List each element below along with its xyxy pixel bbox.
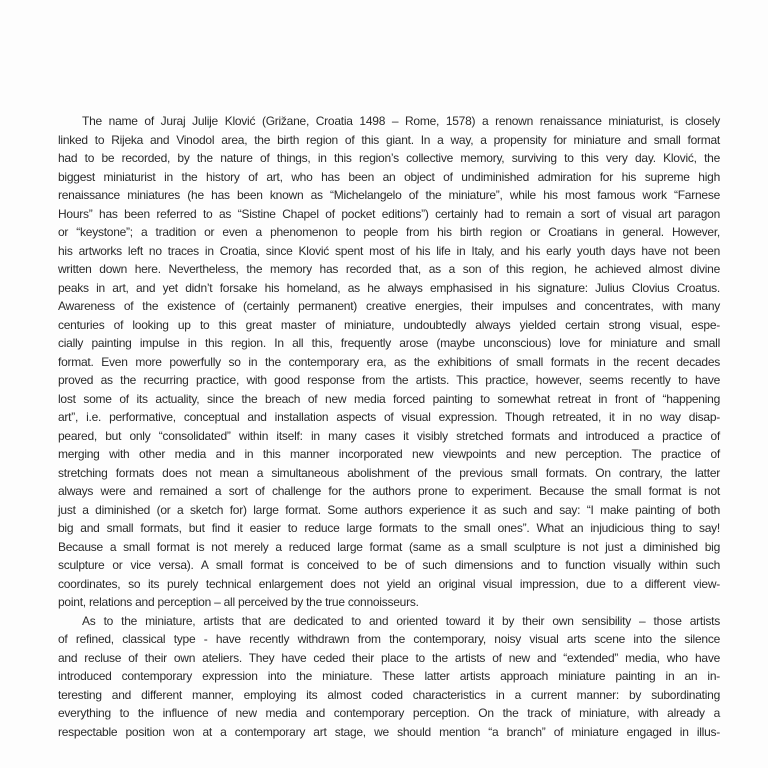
text-line: sculpture or vice versa). A small format is conceived to be of such dimensions and to function visually within such xyxy=(58,558,720,572)
text-line: cially painting impulse in this region. In all this, frequently arose (maybe unconscious) love for miniature and small xyxy=(58,336,720,350)
text-line: Awareness of the existence of (certainly permanent) creative energies, their impulses and concentrates, with many xyxy=(58,299,720,313)
text-line: The name of Juraj Julije Klović (Grižane, Croatia 1498 – Rome, 1578) a renown renaissance miniaturist, is closely xyxy=(82,114,720,128)
text-line: point, relations and perception – all perceived by the true connoisseurs. xyxy=(58,595,419,609)
text-line: respectable position won at a contemporary art stage, we should mention “a branch” of miniature engaged in illus- xyxy=(58,724,720,739)
text-line: of refined, classical type - have recently withdrawn from the contemporary, noisy visual arts scene into the silence xyxy=(58,632,720,646)
text-line: As to the miniature, artists that are dedicated to and oriented toward it by their own sensibility – those artists xyxy=(82,613,720,628)
text-line: just a diminished (or a sketch for) large format. Some authors experience it as such and say: “I make painting of both xyxy=(58,502,720,517)
text-line: format. Even more powerfully so in the contemporary era, as the exhibitions of small formats in the recent decades xyxy=(58,354,720,369)
text-line: written down here. Nevertheless, the memory has recorded that, as a son of this region, he achieved almost divine xyxy=(58,262,720,276)
article-text xyxy=(58,112,720,741)
text-line: stretching formats does not mean a simultaneous abolishment of the previous small formats. On contrary, the latter xyxy=(58,465,720,480)
text-line: peaks in art, and yet didn’t forsake his homeland, as he always emphasised in his signature: Julius Clovius Croatus. xyxy=(58,280,720,295)
text-line: big and small formats, but find it easier to reduce large formats to the small ones”. What an injudicious thing to say! xyxy=(58,521,720,535)
text-line: Because a small format is not merely a reduced large format (same as a small sculpture is not just a diminished big xyxy=(58,539,720,554)
text-line: coordinates, so its purely technical enlargement does not yield an original visual impression, due to a different view- xyxy=(58,576,720,591)
text-line: and recluse of their own ateliers. They have ceded their place to the artists of new and “extended” media, who have xyxy=(58,650,720,665)
text-line: teresting and different manner, employing its almost coded characteristics in a current manner: by subordinating xyxy=(58,687,720,702)
text-line: or “keystone”; a tradition or even a phenomenon to people from his birth region or Croatians in general. However, xyxy=(58,225,720,239)
text-line: linked to Rijeka and Vinodol area, the birth region of this giant. In a way, a propensity for miniature and small format xyxy=(58,132,720,147)
text-line: lost some of its actuality, since the breach of new media forced painting to somewhat retreat in front of “happening xyxy=(58,391,720,406)
text-line: merging with other media and in this manner incorporated new viewpoints and new perception. The practice of xyxy=(58,447,720,461)
paragraph-2 xyxy=(58,612,720,742)
text-line: always were and remained a sort of challenge for the authors prone to experiment. Because the small format is not xyxy=(58,484,720,498)
text-line: peared, but only “consolidated” within itself: in many cases it visibly stretched formats and introduced a practice of xyxy=(58,428,720,443)
text-line: biggest miniaturist in the history of art, who has been an object of undiminished admiration for his supreme high xyxy=(58,169,720,184)
text-line: his artworks left no traces in Croatia, since Klović spent most of his life in Italy, and his early youth days have not been xyxy=(58,243,720,258)
text-line: introduced contemporary expression into the miniature. These latter artists approach miniature painting in an in- xyxy=(58,669,720,683)
text-line: art”, i.e. performative, conceptual and installation aspects of visual expression. Though retreated, it in no way disap- xyxy=(58,410,720,424)
text-line: proved as the recurring practice, with good response from the artists. This practice, however, seems recently to have xyxy=(58,373,720,387)
text-line: centuries of looking up to this great master of miniature, undoubtedly always yielded certain strong visual, espe- xyxy=(58,317,720,332)
text-line: renaissance miniatures (he has been known as “Michelangelo of the miniature”, while his most famous work “Farnese xyxy=(58,188,720,202)
paragraph-1 xyxy=(58,112,720,612)
text-line: everything to the influence of new media and contemporary perception. On the track of miniature, with already a xyxy=(58,706,720,720)
text-line: had to be recorded, by the nature of things, in this region’s collective memory, surviving to this very day. Klović, the xyxy=(58,151,720,165)
text-line: Hours” has been referred to as “Sistine Chapel of pocket editions”) certainly had to remain a sort of visual art paragon xyxy=(58,206,720,221)
